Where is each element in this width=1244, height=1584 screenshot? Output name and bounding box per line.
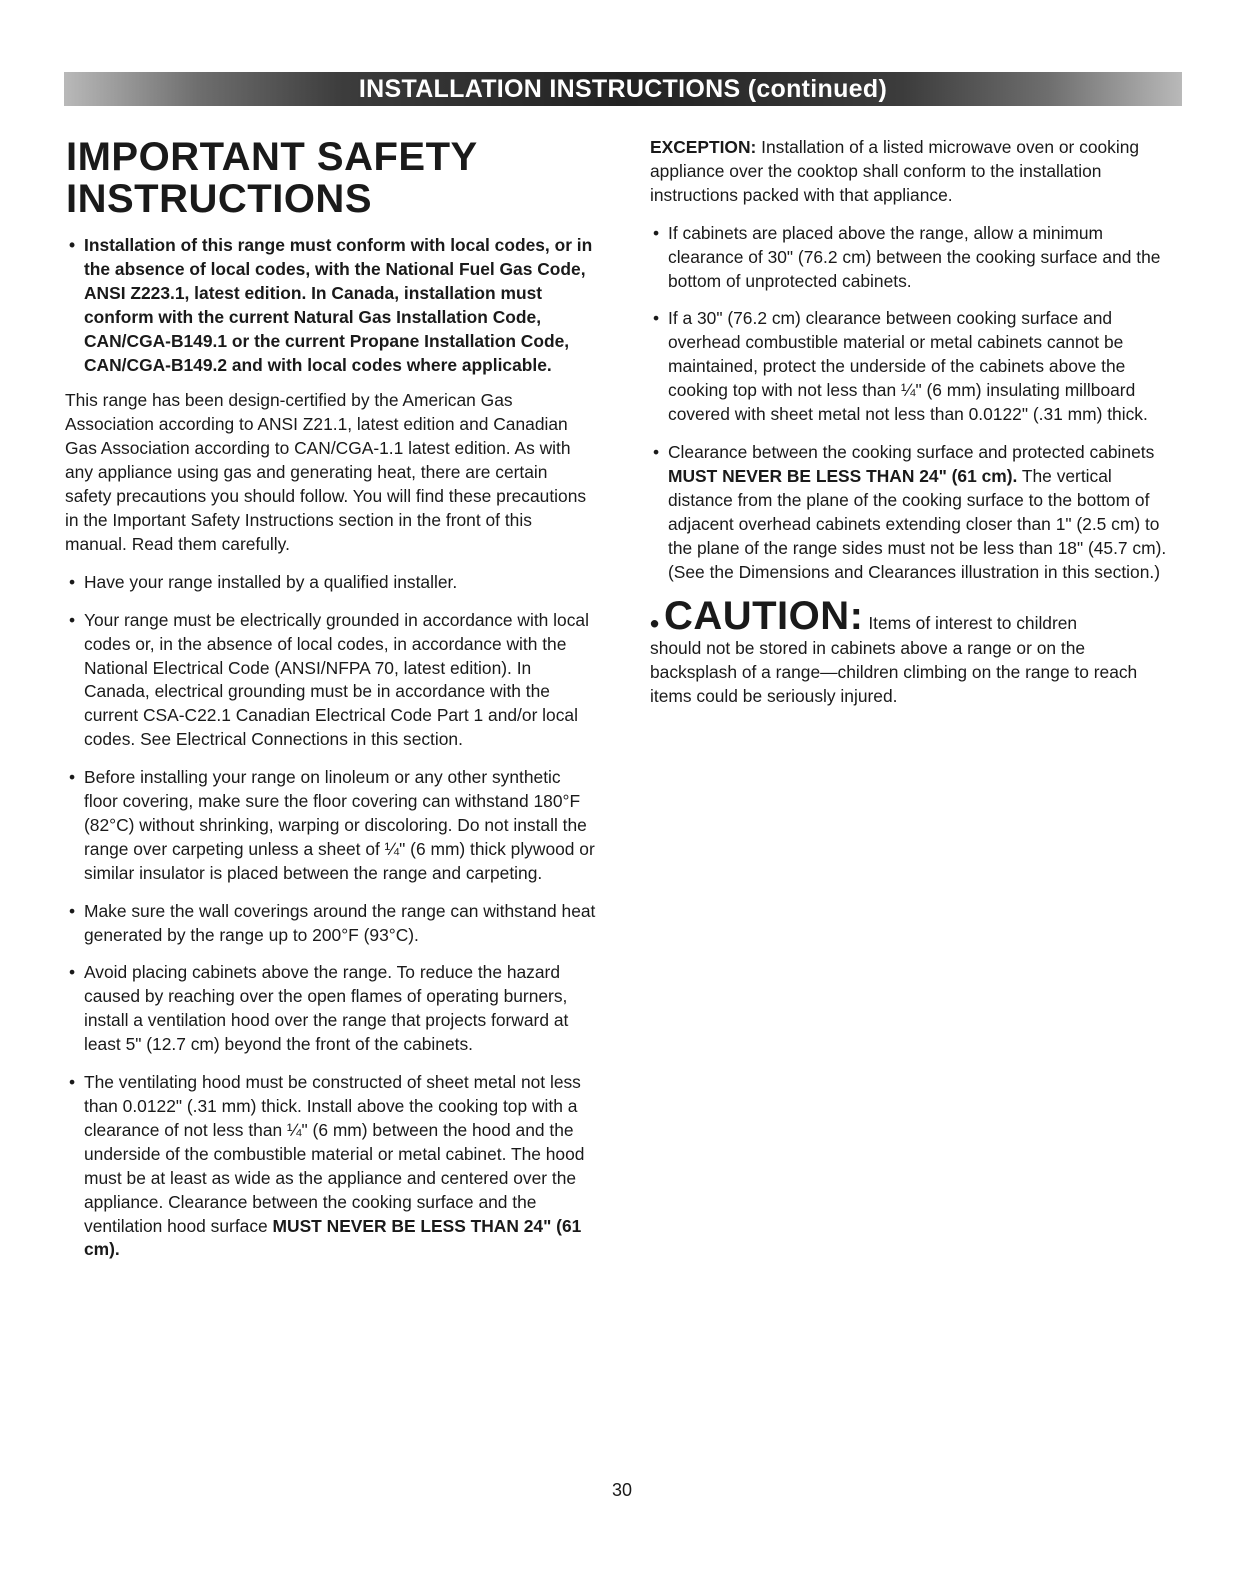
list-item xyxy=(66,766,596,886)
list-item-bold-text: MUST NEVER BE LESS THAN 24" (61 cm). xyxy=(668,465,1018,486)
code-compliance-bullet xyxy=(66,234,596,377)
list-item xyxy=(66,1071,596,1262)
bullet-icon: • xyxy=(68,900,76,921)
left-column xyxy=(66,136,596,1276)
bullet-icon: • xyxy=(68,235,76,255)
right-column xyxy=(650,136,1170,708)
section-banner xyxy=(64,72,1182,106)
list-item-text: If a 30" (76.2 cm) clearance between cooking surface and overhead combustible material or metal cabinets cannot be maintained, protect the underside of the cabinets above the cooking top with not less than ¼" (6 mm) insulating millboard covered with sheet metal not less than 0.0122" (.31 mm) thick. xyxy=(668,308,1148,425)
intro-paragraph: This range has been design-certified by the American Gas Association according to ANSI Z21.1, latest edition and Canadian Gas Association according to CAN/CGA-1.1 latest edition. As with any appliance using gas and generating heat, there are certain safety precautions you should follow. You will find these precautions in the Important Safety Instructions section in the front of this manual. Read them carefully. xyxy=(65,390,587,554)
banner-title: INSTALLATION INSTRUCTIONS (continued) xyxy=(358,74,888,103)
list-item xyxy=(66,571,596,595)
title-line-2: INSTRUCTIONS xyxy=(66,177,372,221)
list-item xyxy=(650,222,1170,294)
list-item-bold-text: MUST NEVER BE LESS THAN 24" (61 cm). xyxy=(84,1215,582,1260)
list-item-text: Before installing your range on linoleum or any other synthetic floor covering, make sure the floor covering can withstand 180°F (82°C) without shrinking, warping or discoloring. Do not install the range over carpeting unless a sheet of ¼" (6 mm) thick plywood or similar insulator is placed between the range and carpeting. xyxy=(84,767,595,883)
exception-paragraph xyxy=(650,136,1170,208)
code-compliance-text: Installation of this range must conform with local codes, or in the absence of local codes, with the National Fuel Gas Code, ANSI Z223.1, latest edition. In Canada, installation must conform with the current Natural Gas Installation Code, CAN/CGA-B149.1 or the current Propane Installation Code, CAN/CGA-B149.2 and with local codes where applicable. xyxy=(84,235,593,375)
list-item-text: The ventilating hood must be constructed of sheet metal not less than 0.0122" (.31 mm) thick. Install above the cooking top with a clearance of not less than ¼" (6 mm) between the hood and the underside of the combustible material or metal cabinet. The hood must be at least as wide as the appliance and centered over the appliance. Clearance between the cooking surface and the ventilation hood surface xyxy=(84,1072,585,1236)
caution-bullet-icon: • xyxy=(650,608,660,639)
exception-label: EXCEPTION: xyxy=(650,137,757,157)
bullet-icon: • xyxy=(652,222,660,243)
list-item xyxy=(650,441,1170,584)
bullet-icon: • xyxy=(652,308,660,329)
caution-block xyxy=(650,594,1170,708)
list-item-text: If cabinets are placed above the range, allow a minimum clearance of 30" (76.2 cm) between the cooking surface and the bottom of unprotected cabinets. xyxy=(668,222,1161,291)
list-item-text-cont: The vertical distance from the plane of the cooking surface to the bottom of adjacent overhead cabinets extending closer than 1" (2.5 cm) to the plane of the range sides must not be less than 18" (45.7 cm). (See the Dimensions and Clearances illustration in this section.) xyxy=(668,465,1167,582)
caution-first-line xyxy=(650,594,1170,639)
list-item xyxy=(66,961,596,1057)
list-item xyxy=(650,307,1170,427)
caution-heading: CAUTION: xyxy=(663,594,864,639)
page-title xyxy=(66,136,596,220)
title-line-1: IMPORTANT SAFETY xyxy=(66,135,478,179)
list-item xyxy=(66,900,596,948)
list-item-text: Your range must be electrically grounded in accordance with local codes or, in the absence of local codes, in accordance with the National Electrical Code (ANSI/NFPA 70, latest edition). In Canada, electrical grounding must be in accordance with the current CSA-C22.1 Canadian Electrical Code Part 1 and/or local codes. See Electrical Connections in this section. xyxy=(84,609,589,750)
bullet-icon: • xyxy=(68,571,76,592)
bullet-icon: • xyxy=(652,441,660,462)
caution-text: Items of interest to children xyxy=(868,613,1078,634)
bullet-icon: • xyxy=(68,1072,76,1093)
list-item-text: Make sure the wall coverings around the range can withstand heat generated by the range up to 200°F (93°C). xyxy=(84,900,596,945)
page-number: 30 xyxy=(611,1480,633,1500)
bullet-icon: • xyxy=(68,962,76,983)
list-item-text: Have your range installed by a qualified installer. xyxy=(84,571,458,592)
list-item-text: Clearance between the cooking surface and protected cabinets xyxy=(668,441,1155,462)
bullet-icon: • xyxy=(68,767,76,788)
list-item-text: Avoid placing cabinets above the range. To reduce the hazard caused by reaching over the open flames of operating burners, install a ventilation hood over the range that projects forward at least 5" (12.7 cm) beyond the front of the cabinets. xyxy=(84,962,569,1055)
list-item xyxy=(66,609,596,752)
caution-rest: should not be stored in cabinets above a range or on the backsplash of a range—children climbing on the range to reach items could be seriously injured. xyxy=(650,637,1138,706)
bullet-icon: • xyxy=(68,609,76,630)
exception-text: Installation of a listed microwave oven or cooking appliance over the cooktop shall conform to the installation instructions packed with that appliance. xyxy=(650,137,1140,205)
